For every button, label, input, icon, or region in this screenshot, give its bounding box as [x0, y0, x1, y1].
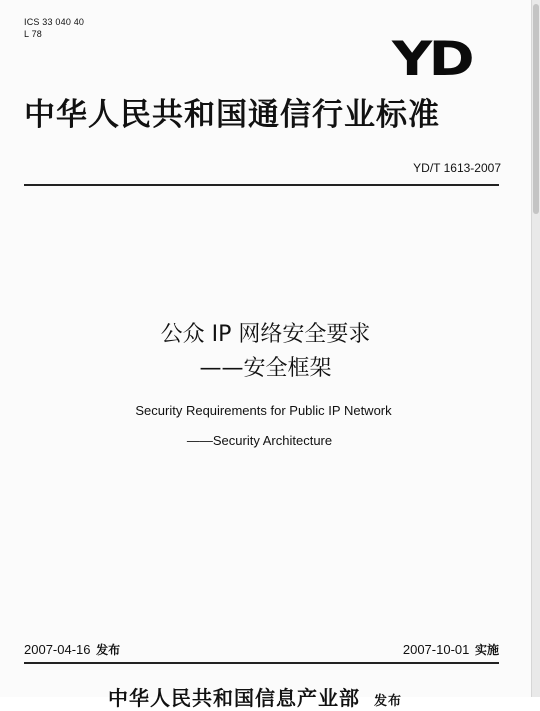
issue-date-value: 2007-04-16: [24, 642, 91, 657]
footer-divider: [24, 662, 499, 664]
title-english-line1: Security Requirements for Public IP Network: [135, 403, 392, 418]
standard-organization-title: 中华人民共和国通信行业标准: [24, 97, 440, 133]
yd-logo: YD: [392, 32, 472, 87]
issue-date-label: 发布: [96, 643, 121, 657]
scrollbar-thumb[interactable]: [533, 4, 539, 214]
ics-code: ICS 33 040 40: [24, 17, 85, 27]
implement-date: [403, 641, 499, 658]
title-chinese-line2: ——安全框架: [199, 356, 332, 381]
implement-date-value: 2007-10-01: [402, 642, 470, 657]
publisher-label: 发布: [373, 694, 402, 709]
title-chinese-line1: 公众 IP 网络安全要求: [160, 322, 371, 347]
category-code: L 78: [24, 29, 42, 39]
publisher-name: 中华人民共和国信息产业部: [108, 686, 360, 710]
header-divider: [24, 184, 499, 186]
implement-date-label: 实施: [474, 643, 499, 657]
vertical-scrollbar[interactable]: [531, 0, 540, 697]
title-english-line2: ——Security Architecture: [186, 433, 333, 448]
standard-number: YD/T 1613-2007: [413, 161, 501, 175]
issue-date: [24, 641, 120, 658]
classification-codes: [24, 16, 84, 40]
